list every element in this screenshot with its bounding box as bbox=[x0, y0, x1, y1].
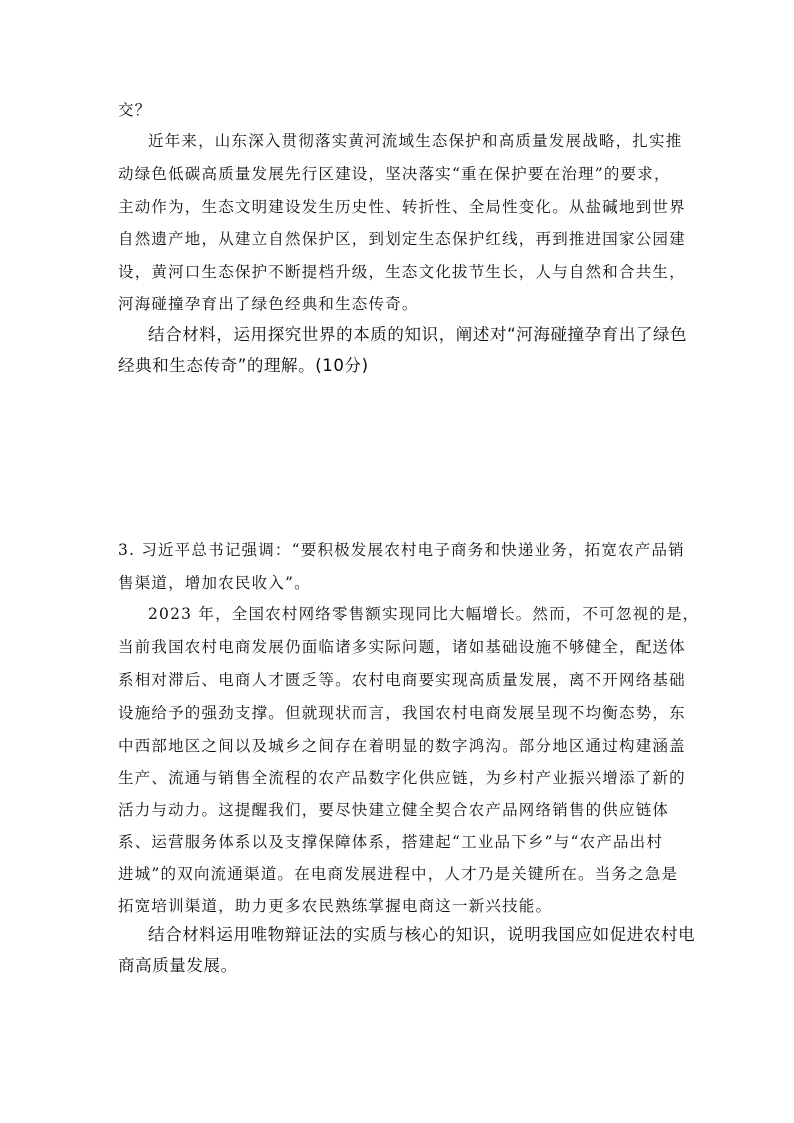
material-2-line-1: 近年来，山东深入贯彻落实黄河流域生态保护和高质量发展战略，扎实推 bbox=[148, 132, 683, 150]
material-3-line-6: 生产、流通与销售全流程的农产品数字化供应链，为乡村产业振兴增添了新的 bbox=[118, 769, 686, 787]
material-3-line-8: 系、运营服务体系以及支撑保障体系，搭建起“工业品下乡”与“农产品出村 bbox=[118, 833, 664, 851]
material-3-line-3: 系相对滞后、电商人才匮乏等。农村电商要实现高质量发展，离不开网络基础 bbox=[118, 671, 686, 689]
question-3-prompt-line-2: 商高质量发展。 bbox=[118, 956, 238, 975]
material-3-line-9: 进城”的双向流通渠道。在电商发展进程中，人才乃是关键所在。当务之急是 bbox=[118, 865, 679, 883]
material-3-line-1: 2023 年，全国农村网络零售额实现同比大幅增长。然而，不可忽视的是， bbox=[148, 605, 700, 623]
material-2-line-5: 设，黄河口生态保护不断提档升级，生态文化拔节生长，人与自然和合共生， bbox=[118, 263, 686, 281]
material-3-line-4: 设施给予的强劲支撑。但就现状而言，我国农村电商发展呈现不均衡态势，东 bbox=[118, 704, 686, 722]
material-3-line-5: 中西部地区之间以及城乡之间存在着明显的数字鸿沟。部分地区通过构建涵盖 bbox=[118, 737, 686, 755]
material-3-line-10: 拓宽培训渠道，助力更多农民熟练掌握电商这一新兴技能。 bbox=[118, 897, 553, 915]
question-3-quote-line-2: 售渠道，增加农民收入”。 bbox=[118, 574, 311, 592]
material-2-line-4: 自然遗产地，从建立自然保护区，到划定生态保护红线，再到推进国家公园建 bbox=[118, 230, 686, 248]
question-3-prompt-line-1: 结合材料运用唯物辩证法的实质与核心的知识，说明我国应如促进农村电 bbox=[148, 925, 696, 944]
question-2-prompt-line-2: 经典和生态传奇”的理解。(10分) bbox=[118, 356, 369, 375]
material-3-line-7: 活力与动力。这提醒我们，要尽快建立健全契合农产品网络销售的供应链体 bbox=[118, 801, 670, 819]
material-2-line-2: 动绿色低碳高质量发展先行区建设，坚决落实“重在保护要在治理”的要求， bbox=[118, 165, 671, 183]
material-2-line-6: 河海碰撞孕育出了绿色经典和生态传奇。 bbox=[118, 295, 419, 313]
question-2-tail: 交？ bbox=[118, 101, 152, 119]
material-2-line-3: 主动作为，生态文明建设发生历史性、转折性、全局性变化。从盐碱地到世界 bbox=[118, 198, 686, 216]
question-3-quote-line-1: 3. 习近平总书记强调：“要积极发展农村电子商务和快递业务，拓宽农产品销 bbox=[118, 541, 685, 559]
material-3-line-2: 当前我国农村电商发展仍面临诸多实际问题，诸如基础设施不够健全，配送体 bbox=[118, 638, 686, 656]
question-2-prompt-line-1: 结合材料，运用探究世界的本质的知识，阐述对“河海碰撞孕育出了绿色 bbox=[148, 325, 688, 344]
